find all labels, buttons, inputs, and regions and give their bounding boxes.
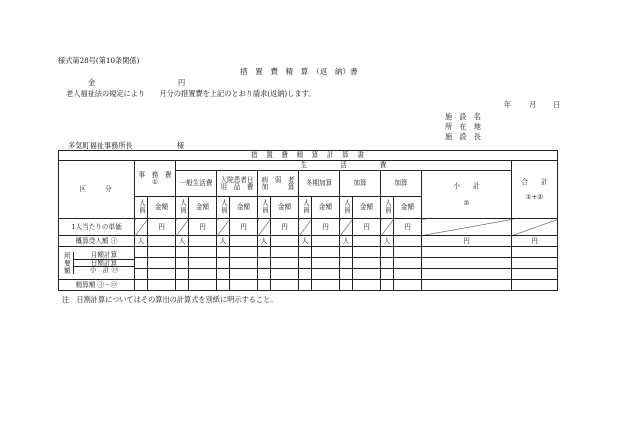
amount-unit: 円 bbox=[178, 78, 186, 87]
getsugaku-cell[interactable] bbox=[148, 247, 176, 258]
seisan-cell[interactable] bbox=[176, 280, 189, 291]
tanka-byojaku-cell: 円 bbox=[271, 219, 299, 236]
gaisan-ninin-cell[interactable]: 人 bbox=[217, 236, 230, 247]
col-shokei: 小 計 ② bbox=[422, 171, 512, 219]
nichigaku-cell[interactable] bbox=[512, 258, 558, 269]
date-year: 年 bbox=[504, 100, 512, 109]
shoyo-shokei-cell[interactable] bbox=[217, 269, 230, 280]
nichigaku-cell[interactable] bbox=[381, 258, 394, 269]
nichigaku-cell[interactable] bbox=[217, 258, 230, 269]
row-label-shokei: 小 計 ㋺ bbox=[89, 266, 119, 275]
seisan-cell[interactable] bbox=[230, 280, 258, 291]
gaisan-ippan-cell[interactable] bbox=[189, 236, 217, 247]
col-kasan-2: 加算 bbox=[381, 171, 422, 197]
getsugaku-cell[interactable] bbox=[299, 247, 312, 258]
getsugaku-cell[interactable] bbox=[512, 247, 558, 258]
nichigaku-cell[interactable] bbox=[271, 258, 299, 269]
seisan-cell[interactable] bbox=[381, 280, 394, 291]
facility-head-label: 施 設 長 bbox=[445, 132, 481, 141]
seisan-cell[interactable] bbox=[512, 280, 558, 291]
row-label-nichigaku: 日額計算 bbox=[74, 260, 134, 268]
tanka-toki-cell: 円 bbox=[312, 219, 340, 236]
shoyo-shokei-cell[interactable] bbox=[394, 269, 422, 280]
row-label-shoyo bbox=[59, 247, 135, 280]
nichigaku-cell[interactable] bbox=[176, 258, 189, 269]
seisan-cell[interactable] bbox=[189, 280, 217, 291]
col-kasan-1: 加算 bbox=[340, 171, 381, 197]
shoyo-shokei-cell[interactable] bbox=[189, 269, 217, 280]
getsugaku-cell[interactable] bbox=[271, 247, 299, 258]
gaisan-ninin-cell[interactable]: 人 bbox=[381, 236, 394, 247]
footnote: 注 日割計算についてはその算出の計算式を別紙に明示すること。 bbox=[62, 295, 278, 304]
shoyo-shokei-cell[interactable] bbox=[312, 269, 340, 280]
ninin-header: 人員 bbox=[258, 197, 271, 219]
getsugaku-cell[interactable] bbox=[381, 247, 394, 258]
getsugaku-cell[interactable] bbox=[230, 247, 258, 258]
getsugaku-cell[interactable] bbox=[353, 247, 381, 258]
nichigaku-cell[interactable] bbox=[394, 258, 422, 269]
seisan-cell[interactable] bbox=[353, 280, 381, 291]
getsugaku-cell[interactable] bbox=[217, 247, 230, 258]
seisan-cell[interactable] bbox=[394, 280, 422, 291]
kingaku-header: 金額 bbox=[230, 197, 258, 219]
gaisan-kasan2-cell[interactable] bbox=[394, 236, 422, 247]
nichigaku-cell[interactable] bbox=[340, 258, 353, 269]
ninin-header: 人員 bbox=[176, 197, 189, 219]
tanka-ninin-cell bbox=[299, 219, 312, 236]
nichigaku-cell[interactable] bbox=[135, 258, 148, 269]
shoyo-shokei-cell[interactable] bbox=[148, 269, 176, 280]
ninin-header: 人員 bbox=[340, 197, 353, 219]
gaisan-ninin-cell[interactable]: 人 bbox=[258, 236, 271, 247]
gaisan-byojaku-cell[interactable] bbox=[271, 236, 299, 247]
col-toki-kasan: 冬期加算 bbox=[299, 171, 340, 197]
section-label: 区 分 bbox=[59, 161, 135, 219]
seisan-cell[interactable] bbox=[340, 280, 353, 291]
date-day: 日 bbox=[553, 100, 561, 109]
nichigaku-cell[interactable] bbox=[148, 258, 176, 269]
ninin-header: 人員 bbox=[299, 197, 312, 219]
gaisan-kasan1-cell[interactable] bbox=[353, 236, 381, 247]
seisan-cell[interactable] bbox=[312, 280, 340, 291]
getsugaku-cell[interactable] bbox=[258, 247, 271, 258]
tanka-gokei-cell bbox=[512, 219, 558, 236]
tanka-ninin-cell bbox=[176, 219, 189, 236]
col-nyuin-yohinhi: 入院患者日 用 品 費 bbox=[217, 171, 258, 197]
gaisan-ninin-cell[interactable]: 人 bbox=[299, 236, 312, 247]
getsugaku-cell[interactable] bbox=[189, 247, 217, 258]
gaisan-shokei-cell[interactable]: 円 bbox=[422, 236, 512, 247]
getsugaku-cell[interactable] bbox=[422, 247, 512, 258]
row-label-tanka: 1人当たりの単価 bbox=[59, 219, 135, 236]
tanka-kasan1-cell: 円 bbox=[353, 219, 381, 236]
addressee-honorific: 様 bbox=[177, 141, 185, 150]
shoyo-shokei-cell[interactable] bbox=[340, 269, 353, 280]
shoyo-shokei-cell[interactable] bbox=[230, 269, 258, 280]
kingaku-header: 金額 bbox=[189, 197, 217, 219]
kingaku-header: 金額 bbox=[148, 197, 176, 219]
getsugaku-cell[interactable] bbox=[394, 247, 422, 258]
shoyo-shokei-cell[interactable] bbox=[512, 269, 558, 280]
seisan-cell[interactable] bbox=[148, 280, 176, 291]
date-month: 月 bbox=[529, 100, 537, 109]
col-byojakusha-kasan: 病 弱 者 加 算 bbox=[258, 171, 299, 197]
gaisan-ninin-cell[interactable]: 人 bbox=[340, 236, 353, 247]
shoyo-shokei-cell[interactable] bbox=[258, 269, 271, 280]
ninin-header: 人員 bbox=[217, 197, 230, 219]
seisan-cell[interactable] bbox=[258, 280, 271, 291]
shoyo-shokei-cell[interactable] bbox=[271, 269, 299, 280]
shoyo-shokei-cell[interactable] bbox=[422, 269, 512, 280]
tanka-ninin-cell bbox=[258, 219, 271, 236]
shoyo-label: 所要額 bbox=[62, 251, 71, 275]
row-label-getsugaku: 月額計算 bbox=[74, 252, 134, 260]
gaisan-nyuin-cell[interactable] bbox=[230, 236, 258, 247]
getsugaku-cell[interactable] bbox=[312, 247, 340, 258]
shoyo-shokei-cell[interactable] bbox=[353, 269, 381, 280]
tanka-ippan-cell: 円 bbox=[189, 219, 217, 236]
getsugaku-cell[interactable] bbox=[340, 247, 353, 258]
kingaku-header: 金額 bbox=[394, 197, 422, 219]
nichigaku-cell[interactable] bbox=[422, 258, 512, 269]
row-label-seisan: 精算額 ㋑－㋺ bbox=[59, 280, 135, 291]
col-gokei: 合 計 ①+② bbox=[512, 161, 558, 219]
seisan-cell[interactable] bbox=[217, 280, 230, 291]
shoyo-shokei-cell[interactable] bbox=[176, 269, 189, 280]
gaisan-jimuhi-cell[interactable] bbox=[148, 236, 176, 247]
tanka-shokei-cell bbox=[422, 219, 512, 236]
row-label-gaisan: 概算受入額 ㋑ bbox=[59, 236, 135, 247]
nichigaku-cell[interactable] bbox=[230, 258, 258, 269]
settlement-calc-table bbox=[58, 150, 558, 291]
facility-name-label: 施 設 名 bbox=[445, 112, 481, 121]
tanka-jimuhi-cell: 円 bbox=[148, 219, 176, 236]
seisan-cell[interactable] bbox=[135, 280, 148, 291]
tanka-ninin-cell bbox=[217, 219, 230, 236]
gaisan-ninin-cell[interactable]: 人 bbox=[176, 236, 189, 247]
nichigaku-cell[interactable] bbox=[258, 258, 271, 269]
document-title: 措 置 費 精 算 （返 納）書 bbox=[240, 67, 358, 76]
gaisan-ninin-cell[interactable]: 人 bbox=[135, 236, 148, 247]
col-jimuhi: 事 務 費 ① bbox=[135, 161, 176, 197]
getsugaku-cell[interactable] bbox=[135, 247, 148, 258]
kingaku-header: 金額 bbox=[312, 197, 340, 219]
kingaku-header: 金額 bbox=[353, 197, 381, 219]
request-statement: 老人福祉法の規定により 月分の措置費を上記のとおり請求(返納)します。 bbox=[66, 89, 316, 98]
ninin-header: 人員 bbox=[135, 197, 148, 219]
nichigaku-cell[interactable] bbox=[353, 258, 381, 269]
getsugaku-cell[interactable] bbox=[176, 247, 189, 258]
tanka-ninin-cell bbox=[340, 219, 353, 236]
gaisan-gokei-cell[interactable]: 円 bbox=[512, 236, 558, 247]
nichigaku-cell[interactable] bbox=[189, 258, 217, 269]
seisan-cell[interactable] bbox=[422, 280, 512, 291]
shoyo-shokei-cell[interactable] bbox=[299, 269, 312, 280]
form-number: 様式第28号(第10条関係) bbox=[58, 56, 140, 65]
tanka-ninin-cell bbox=[135, 219, 148, 236]
kingaku-header: 金額 bbox=[271, 197, 299, 219]
shoyo-shokei-cell[interactable] bbox=[381, 269, 394, 280]
table-caption: 措 置 費 精 算 計 算 書 bbox=[59, 151, 558, 161]
seisan-cell[interactable] bbox=[271, 280, 299, 291]
facility-address-label: 所 在 地 bbox=[445, 122, 481, 131]
addressee: 多気町福祉事務所長 bbox=[68, 141, 133, 150]
amount-label: 金 bbox=[88, 78, 96, 87]
col-ippan-seikatsuhi: 一般生活費 bbox=[176, 171, 217, 197]
group-seikatsuhi: 生 活 費 bbox=[176, 161, 512, 171]
gaisan-toki-cell[interactable] bbox=[312, 236, 340, 247]
nichigaku-cell[interactable] bbox=[299, 258, 312, 269]
tanka-nyuin-cell: 円 bbox=[230, 219, 258, 236]
ninin-header: 人員 bbox=[381, 197, 394, 219]
nichigaku-cell[interactable] bbox=[312, 258, 340, 269]
tanka-ninin-cell bbox=[381, 219, 394, 236]
tanka-kasan2-cell: 円 bbox=[394, 219, 422, 236]
seisan-cell[interactable] bbox=[299, 280, 312, 291]
shoyo-shokei-cell[interactable] bbox=[135, 269, 148, 280]
